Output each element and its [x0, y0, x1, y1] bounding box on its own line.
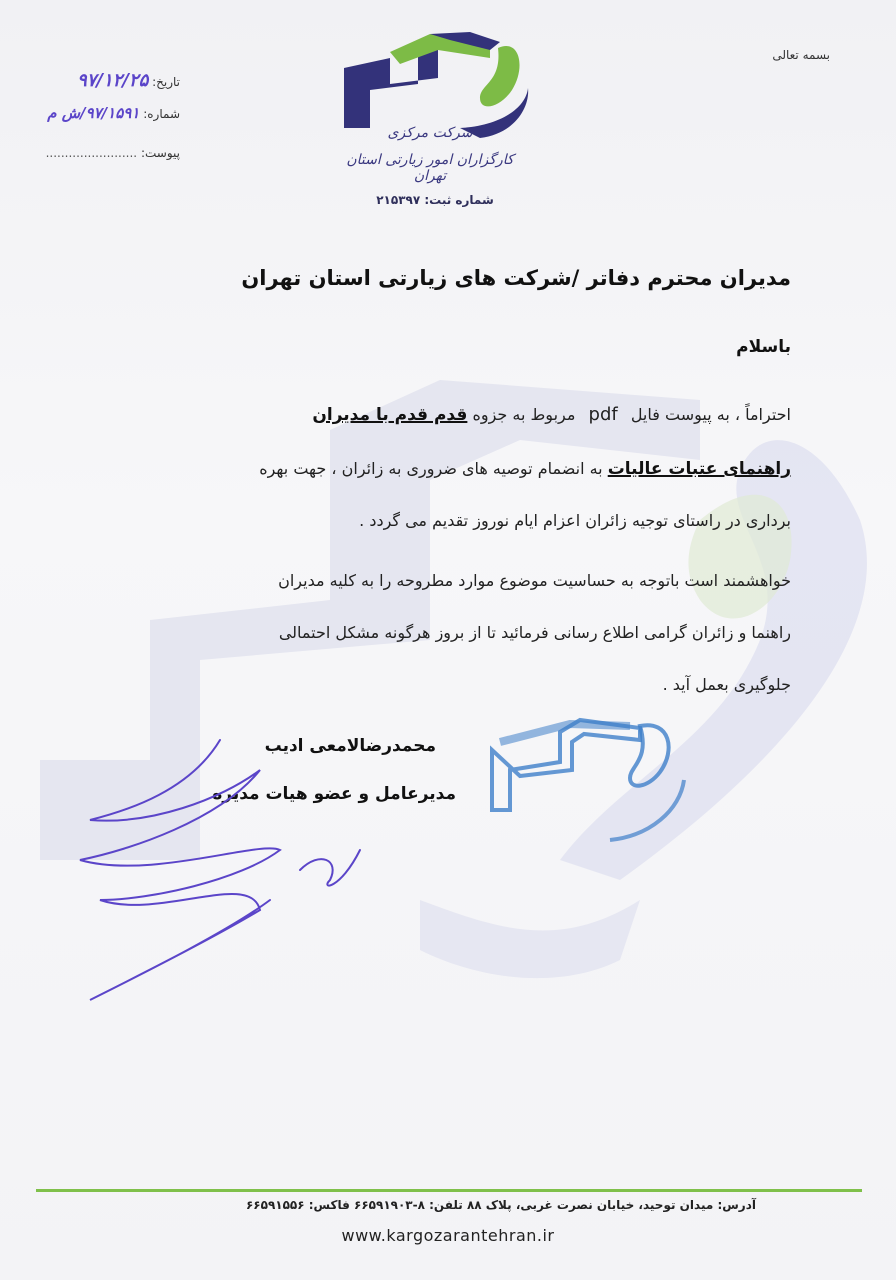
number-row [40, 104, 180, 122]
p1-text-a: احتراماً ، به پیوست فایل [630, 405, 791, 424]
handwritten-signature [70, 730, 390, 1010]
addressee-heading: مدیران محترم دفاتر /شرکت های زیارتی استان تهران [241, 266, 791, 290]
logo-company-line1: شرکت مرکزی [387, 125, 473, 141]
paragraph2-line1: خواهشمند است باتوجه به حساسیت موضوع موارد مطروحه را به کلیه مدیران [278, 571, 791, 590]
registration-number: شماره ثبت: ۲۱۵۳۹۷ [376, 193, 494, 207]
attachment-row [40, 146, 180, 160]
footer-website[interactable]: www.kargozarantehran.ir [341, 1226, 555, 1245]
paragraph1-line1 [65, 402, 791, 428]
date-label: تاریخ: [152, 75, 180, 89]
p1-text-c: به انضمام توصیه های ضروری به زائران ، جهت بهره [259, 459, 603, 478]
number-value: ۹۷/۱۵۹۱/ش م [47, 104, 140, 122]
paragraph1-line3: برداری در راستای توجیه زائران اعزام ایام نوروز تقدیم می گردد . [359, 511, 791, 530]
signatory-name: محمدرضالامعی ادیب [264, 736, 436, 756]
paragraph1-line2 [65, 456, 791, 482]
paragraph2-line3: جلوگیری بعمل آید . [662, 675, 791, 694]
booklet-subtitle: راهنمای عتبات عالیات [607, 459, 791, 479]
salutation: باسلام [736, 337, 791, 357]
p1-text-b: مربوط به جزوه [472, 405, 576, 424]
footer-rule [36, 1189, 862, 1192]
letterhead-greeting: بسمه تعالی [772, 48, 830, 62]
company-stamp [480, 710, 690, 860]
signatory-title: مدیرعامل و عضو هیات مدیره [212, 784, 456, 804]
date-row [40, 70, 180, 91]
attachment-value: ........................ [45, 146, 138, 160]
number-label: شماره: [143, 107, 180, 121]
paragraph2-line2: راهنما و زائران گرامی اطلاع رسانی فرمائید تا از بروز هرگونه مشکل احتمالی [278, 623, 791, 642]
booklet-title: قدم قدم با مدیران [312, 405, 468, 425]
attachment-label: پیوست: [140, 146, 180, 160]
p1-pdf: pdf [588, 404, 618, 425]
date-value: ۹۷/۱۲/۲۵ [77, 70, 149, 91]
logo-company-line2: کارگزاران امور زیارتی استان تهران [346, 152, 514, 184]
footer-address: آدرس: میدان توحید، خیابان نصرت غربی، پلاک ۸۸ تلفن: ۸-۶۶۵۹۱۹۰۳ فاکس: ۶۶۵۹۱۵۵۶ [245, 1198, 756, 1212]
company-logo [330, 28, 530, 138]
